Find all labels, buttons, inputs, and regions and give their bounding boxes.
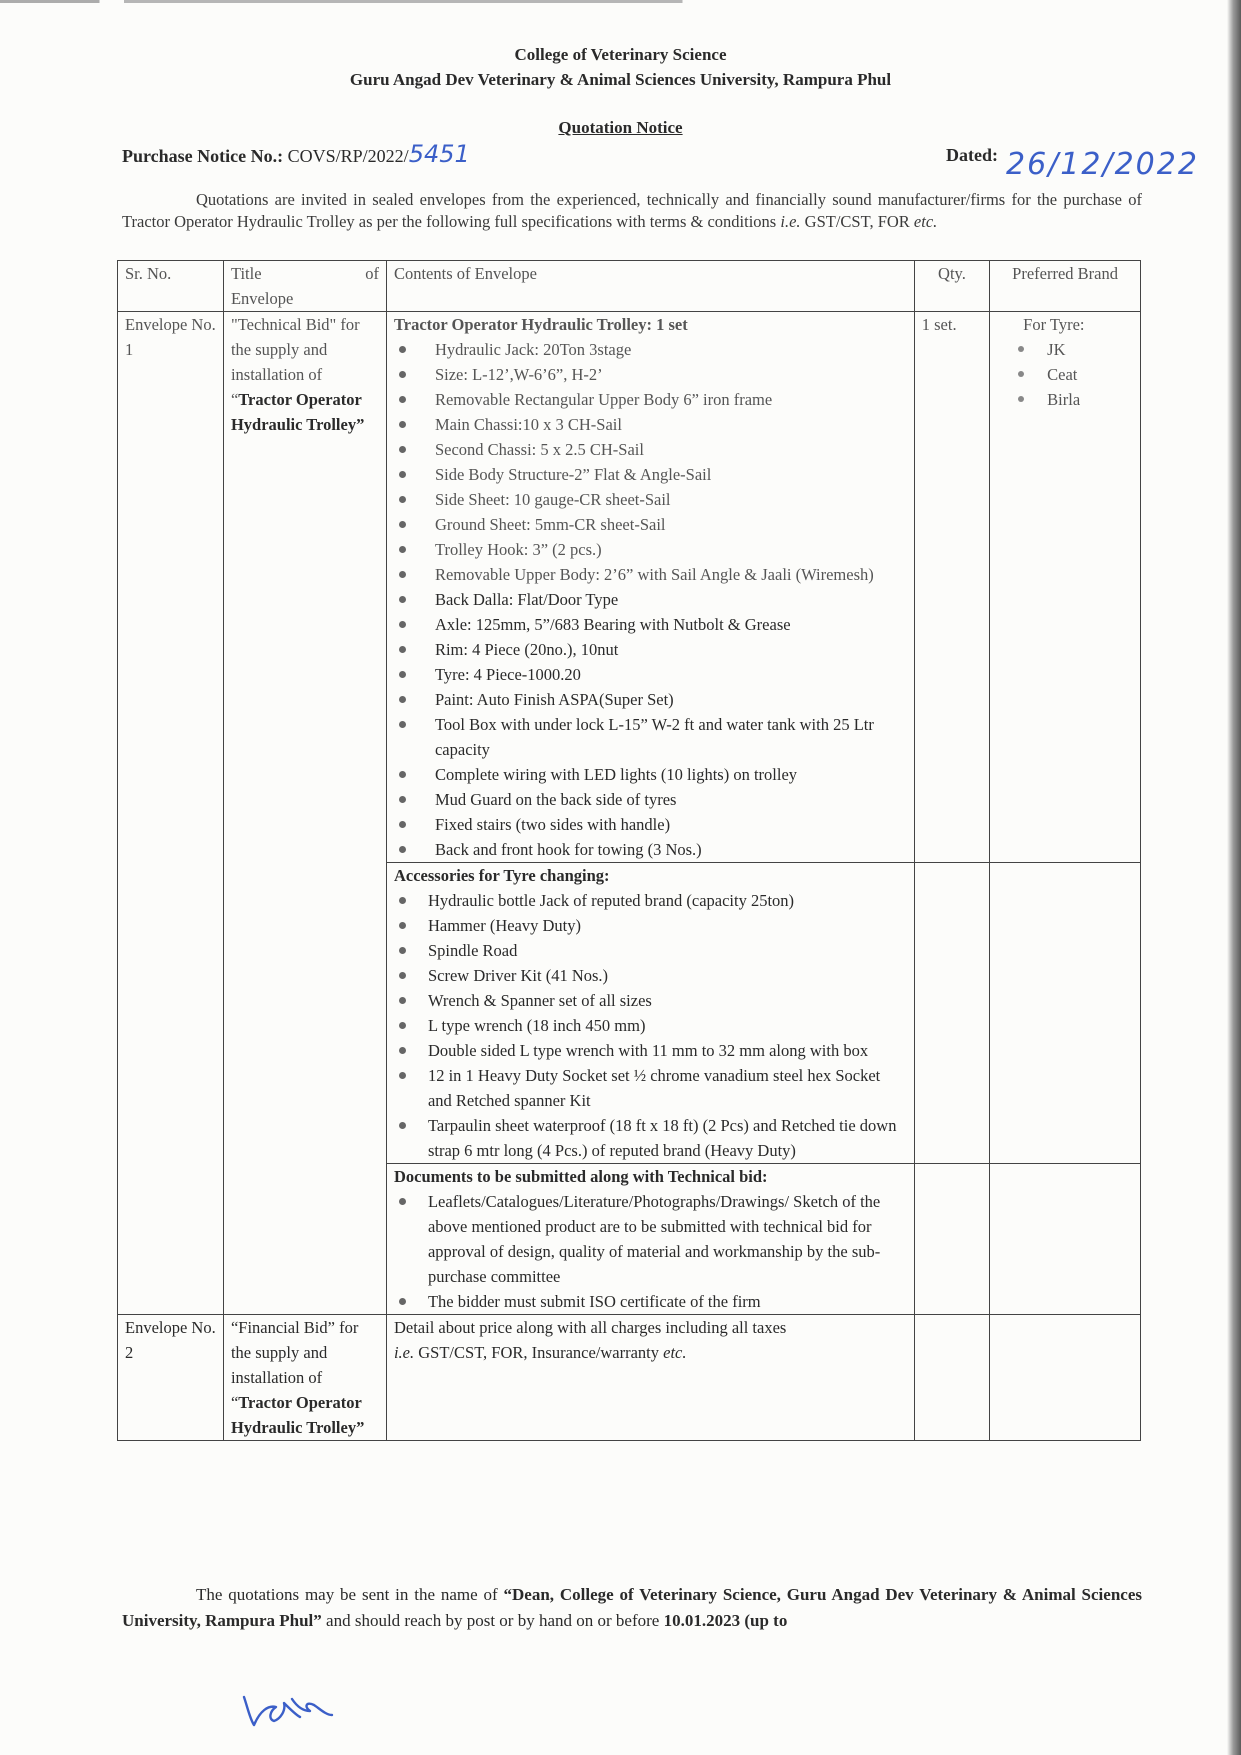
spec-item: Paint: Auto Finish ASPA(Super Set): [394, 687, 907, 712]
envelope1-title-text: "Technical Bid" for the supply and installation of “: [230, 315, 360, 409]
tyre-label: For Tyre:: [1023, 315, 1085, 334]
documents-brand: [990, 1164, 1141, 1315]
footer-deadline: 10.01.2023 (up to: [663, 1611, 788, 1630]
spec-item: Hydraulic Jack: 20Ton 3stage: [394, 337, 907, 362]
accessories-brand: [990, 863, 1141, 1164]
scan-edge-right: [1227, 0, 1241, 1755]
accessories-title: Accessories for Tyre changing:: [393, 866, 610, 885]
spec-item: Ground Sheet: 5mm-CR sheet-Sail: [394, 512, 907, 537]
envelope1-qty: 1 set.: [914, 312, 989, 863]
accessories-cell: [386, 863, 914, 1164]
footer-text: The quotations may be sent in the name of: [196, 1585, 504, 1604]
intro-text-2: GST/CST, FOR: [800, 212, 914, 231]
envelope2-qty: [914, 1315, 989, 1441]
accessories-qty: [914, 863, 989, 1164]
document-item: The bidder must submit ISO certificate of the firm: [394, 1289, 907, 1314]
accessory-item: 12 in 1 Heavy Duty Socket set ½ chrome vanadium steel hex Socket and Retched spanner Kit: [394, 1063, 907, 1113]
handwritten-notice-number: 5451: [408, 140, 470, 168]
notice-title: Quotation Notice: [558, 118, 683, 137]
footer-text-2: and should reach by post or by hand on or before: [321, 1611, 664, 1630]
envelope2-contents-line1: Detail about price along with all charges including all taxes: [393, 1318, 787, 1337]
college-name: College of Veterinary Science: [514, 45, 727, 64]
spec-item: Removable Rectangular Upper Body 6” iron frame: [394, 387, 907, 412]
documents-qty: [914, 1164, 989, 1315]
header-title-of: of: [365, 264, 379, 283]
spec-item: Back and front hook for towing (3 Nos.): [394, 837, 907, 862]
spec-item: Mud Guard on the back side of tyres: [394, 787, 907, 812]
accessory-item: L type wrench (18 inch 450 mm): [394, 1013, 907, 1038]
envelope2-contents-line2: GST/CST, FOR, Insurance/warranty: [414, 1343, 664, 1362]
table-header-row: [118, 261, 1141, 312]
scan-edge-top: [0, 0, 1241, 3]
documents-list: [394, 1189, 907, 1314]
documents-title: Documents to be submitted along with Technical bid:: [393, 1167, 768, 1186]
header-qty: Qty.: [914, 261, 989, 312]
accessory-item: Spindle Road: [394, 938, 907, 963]
spec-item: Main Chassi:10 x 3 CH-Sail: [394, 412, 907, 437]
accessories-list: [394, 888, 907, 1163]
tyre-brand: JK: [1017, 337, 1133, 362]
header-title-word: Title: [230, 264, 262, 283]
spec-item: Complete wiring with LED lights (10 lights) on trolley: [394, 762, 907, 787]
accessory-item: Wrench & Spanner set of all sizes: [394, 988, 907, 1013]
envelope2-brand: [990, 1315, 1141, 1441]
envelope1-title: [223, 312, 386, 1315]
intro-text: Quotations are invited in sealed envelopes from the experienced, technically and financially sound manufacturer/firms for the purchase of Tractor Operator Hydraulic Trolley as per the following full specifications with terms & conditions: [122, 190, 1142, 231]
university-name: Guru Angad Dev Veterinary & Animal Sciences University, Rampura Phul: [349, 70, 892, 89]
envelope1-sr-no: Envelope No. 1: [118, 312, 224, 1315]
spec-item: Rim: 4 Piece (20no.), 10nut: [394, 637, 907, 662]
envelope2-ie: i.e.: [393, 1343, 415, 1362]
header-sr-no: Sr. No.: [118, 261, 224, 312]
accessory-item: Hydraulic bottle Jack of reputed brand (capacity 25ton): [394, 888, 907, 913]
envelope2-etc: etc.: [663, 1343, 687, 1362]
envelope2-contents: [386, 1315, 914, 1441]
envelope2-title-bold: Tractor Operator Hydraulic Trolley: [230, 1393, 362, 1437]
document-item: Leaflets/Catalogues/Literature/Photographs/Drawings/ Sketch of the above mentioned product are to be submitted with technical bid for approval of design, quality of material and workmanship by the sub-purchase committee: [394, 1189, 907, 1289]
spec-item: Second Chassi: 5 x 2.5 CH-Sail: [394, 437, 907, 462]
tyre-brand-list: [997, 337, 1133, 412]
envelope1-title-end: ”: [356, 415, 365, 434]
table-row: [118, 1315, 1141, 1441]
spec-section-title: Tractor Operator Hydraulic Trolley: 1 set: [393, 315, 688, 334]
tyre-brand: Ceat: [1017, 362, 1133, 387]
spec-item: Trolley Hook: 3” (2 pcs.): [394, 537, 907, 562]
footer-addressee: “Dean, College of Veterinary Science, Guru Angad Dev Veterinary & Animal Sciences University, Rampura Phul”: [122, 1585, 1142, 1630]
header-brand: Preferred Brand: [990, 261, 1141, 312]
spec-item: Size: L-12’,W-6’6”, H-2’: [394, 362, 907, 387]
intro-etc: etc.: [913, 212, 938, 231]
spec-item: Back Dalla: Flat/Door Type: [394, 587, 907, 612]
envelope1-title-bold: Tractor Operator Hydraulic Trolley: [230, 390, 362, 434]
tyre-brand: Birla: [1017, 387, 1133, 412]
spec-item: Tyre: 4 Piece-1000.20: [394, 662, 907, 687]
accessory-item: Screw Driver Kit (41 Nos.): [394, 963, 907, 988]
table-row: [118, 312, 1141, 863]
header-contents: Contents of Envelope: [386, 261, 914, 312]
documents-cell: [386, 1164, 914, 1315]
dated-label: Dated:: [946, 145, 998, 165]
purchase-notice-label: Purchase Notice No.:: [122, 146, 284, 166]
spec-item: Tool Box with under lock L-15” W-2 ft and water tank with 25 Ltr capacity: [394, 712, 907, 762]
envelope2-title-end: ”: [356, 1418, 365, 1437]
accessory-item: Double sided L type wrench with 11 mm to 32 mm along with box: [394, 1038, 907, 1063]
purchase-notice-number: COVS/RP/2022/: [287, 146, 409, 166]
handwritten-initials: [240, 1675, 350, 1735]
spec-item: Side Body Structure-2” Flat & Angle-Sail: [394, 462, 907, 487]
envelope1-brand: [990, 312, 1141, 863]
header-title-envelope: Envelope: [230, 289, 294, 308]
handwritten-date: 26/12/2022: [1006, 147, 1199, 182]
header-title: [223, 261, 386, 312]
spec-item: Side Sheet: 10 gauge-CR sheet-Sail: [394, 487, 907, 512]
spec-item: Removable Upper Body: 2’6” with Sail Angle & Jaali (Wiremesh): [394, 562, 907, 587]
intro-ie: i.e.: [780, 212, 801, 231]
purchase-notice: [122, 140, 470, 168]
spec-list: [394, 337, 907, 862]
intro-paragraph: [122, 189, 1142, 233]
footer-paragraph: [122, 1582, 1142, 1634]
accessory-item: Hammer (Heavy Duty): [394, 913, 907, 938]
spec-item: Axle: 125mm, 5”/683 Bearing with Nutbolt & Grease: [394, 612, 907, 637]
specification-table: [117, 260, 1141, 1441]
accessory-item: Tarpaulin sheet waterproof (18 ft x 18 ft) (2 Pcs) and Retched tie down strap 6 mtr long (4 Pcs.) of reputed brand (Heavy Duty): [394, 1113, 907, 1163]
envelope2-title: [223, 1315, 386, 1441]
spec-item: Fixed stairs (two sides with handle): [394, 812, 907, 837]
envelope2-title-text: “Financial Bid” for the supply and installation of “: [230, 1318, 359, 1412]
envelope2-sr-no: Envelope No. 2: [118, 1315, 224, 1441]
envelope1-specs-cell: [386, 312, 914, 863]
